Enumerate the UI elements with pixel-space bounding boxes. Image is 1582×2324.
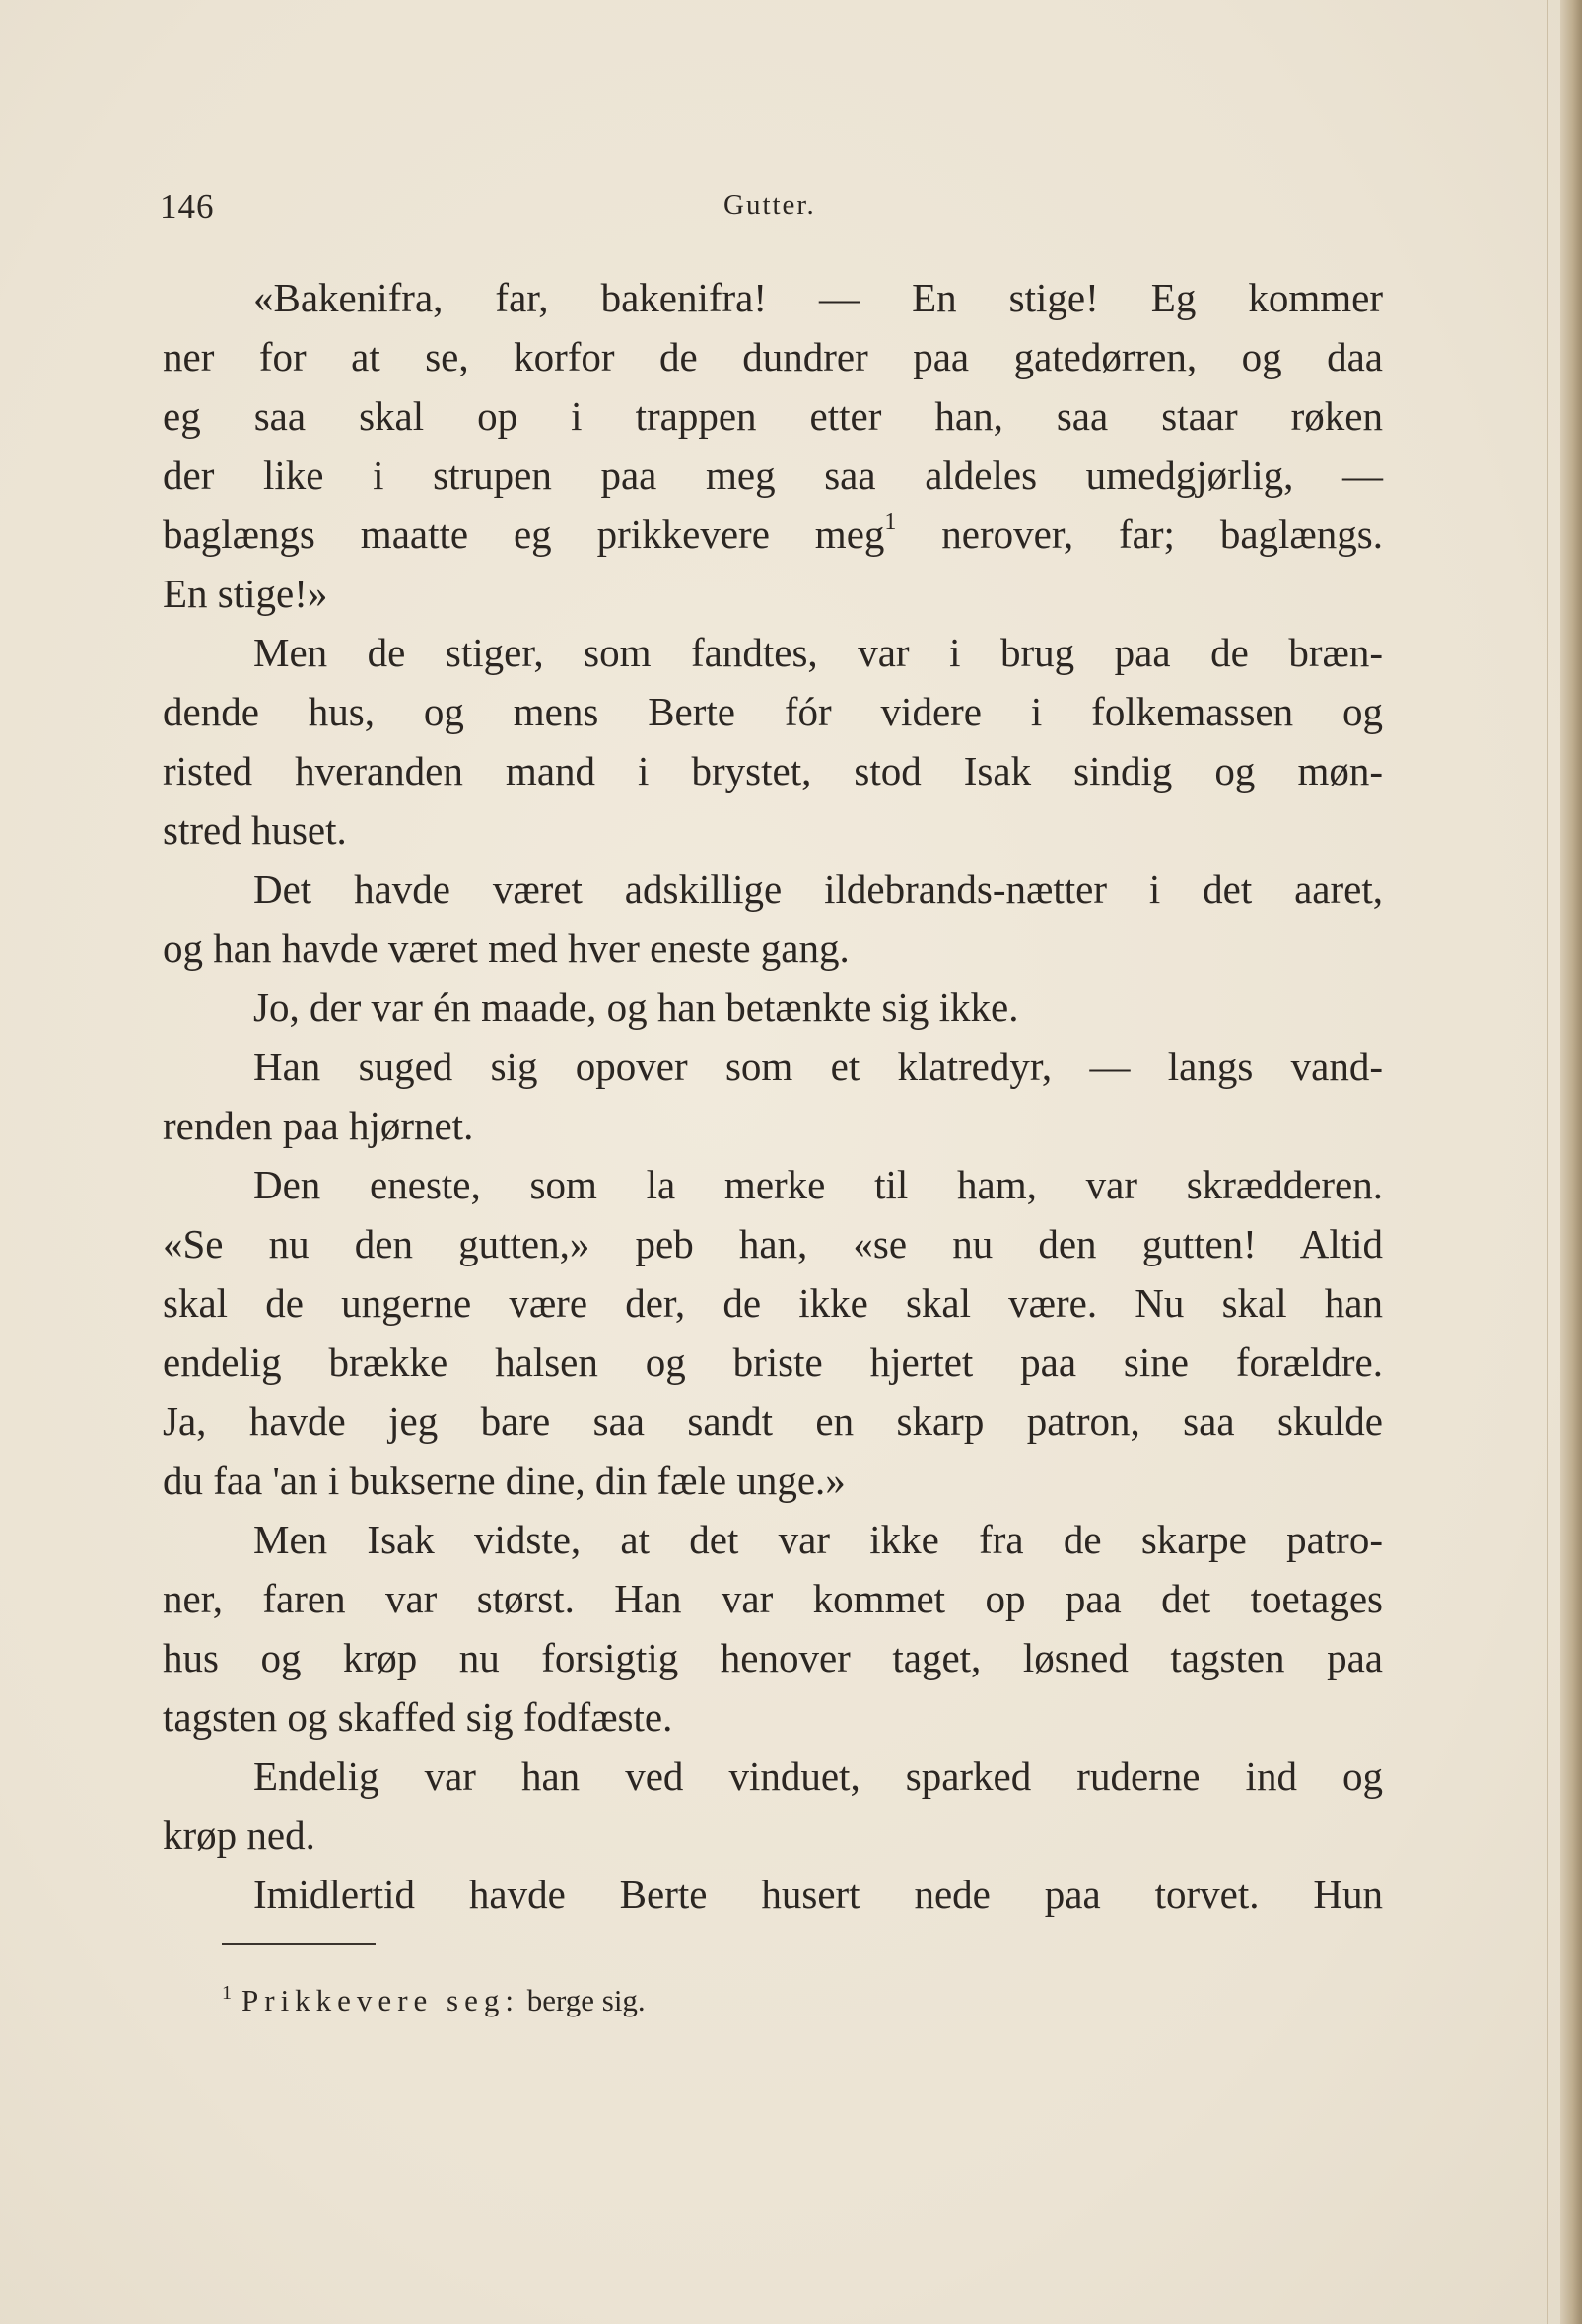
footnote-definition: berge sig. [518, 1983, 646, 2017]
text-line: Han suged sig opover som et klatredyr, — langs vand- [253, 1044, 1383, 1089]
text-line: ner for at se, korfor de dundrer paa gatedørren, og daa [163, 334, 1383, 379]
spine-edge-line [1547, 0, 1548, 2324]
text-line: stred huset. [163, 807, 347, 853]
text-line: du faa 'an i bukserne dine, din fæle unge.» [163, 1458, 846, 1503]
page-header [160, 187, 1382, 242]
text-line: Ja, havde jeg bare saa sandt en skarp patron, saa skulde [163, 1399, 1383, 1444]
footnote [222, 1983, 646, 2018]
text-line: renden paa hjørnet. [163, 1103, 474, 1148]
text-line: endelig brække halsen og briste hjertet paa sine forældre. [163, 1339, 1383, 1385]
text-line: ner, faren var størst. Han var kommet op paa det toetages [163, 1576, 1383, 1621]
text-line: Men de stiger, som fandtes, var i brug paa de bræn- [253, 630, 1383, 675]
text-line: dende hus, og mens Berte fór videre i folkemassen og [163, 689, 1383, 734]
text-line: eg saa skal op i trappen etter han, saa staar røken [163, 393, 1383, 439]
footnote-term: Prikkevere seg: [241, 1983, 519, 2017]
text-line: Imidlertid havde Berte husert nede paa torvet. Hun [253, 1872, 1383, 1917]
book-spine [1560, 0, 1582, 2324]
text-line: hus og krøp nu forsigtig henover taget, løsned tagsten paa [163, 1635, 1383, 1680]
text-line: skal de ungerne være der, de ikke skal være. Nu skal han [163, 1280, 1383, 1326]
body-text [163, 268, 1383, 1924]
text-line: Endelig var han ved vinduet, sparked ruderne ind og [253, 1753, 1383, 1799]
text-line: risted hveranden mand i brystet, stod Isak sindig og møn- [163, 748, 1383, 793]
text-line: En stige!» [163, 571, 328, 616]
text-line: «Bakenifra, far, bakenifra! — En stige! Eg kommer [253, 275, 1383, 320]
footnote-marker: 1 [222, 1982, 232, 2004]
text-line: «Se nu den gutten,» peb han, «se nu den gutten! Altid [163, 1221, 1383, 1266]
text-line: tagsten og skaffed sig fodfæste. [163, 1694, 673, 1740]
text-line: krøp ned. [163, 1812, 315, 1858]
page-number: 146 [160, 187, 215, 226]
text-line: Det havde været adskillige ildebrands-nætter i det aaret, [253, 866, 1383, 912]
footnote-rule [222, 1943, 376, 1945]
running-head: Gutter. [723, 189, 816, 221]
text-line: og han havde været med hver eneste gang. [163, 925, 850, 971]
text-line: baglængs maatte eg prikkevere meg$^1$ nerover, far; baglængs. [163, 510, 1383, 557]
footnote-reference: 1 [884, 510, 897, 536]
text-line: Den eneste, som la merke til ham, var skrædderen. [253, 1162, 1383, 1207]
text-line: Men Isak vidste, at det var ikke fra de skarpe patro- [253, 1517, 1383, 1562]
text-line: der like i strupen paa meg saa aldeles umedgjørlig, — [163, 452, 1383, 498]
text-line: Jo, der var én maade, og han betænkte sig ikke. [253, 985, 1019, 1030]
